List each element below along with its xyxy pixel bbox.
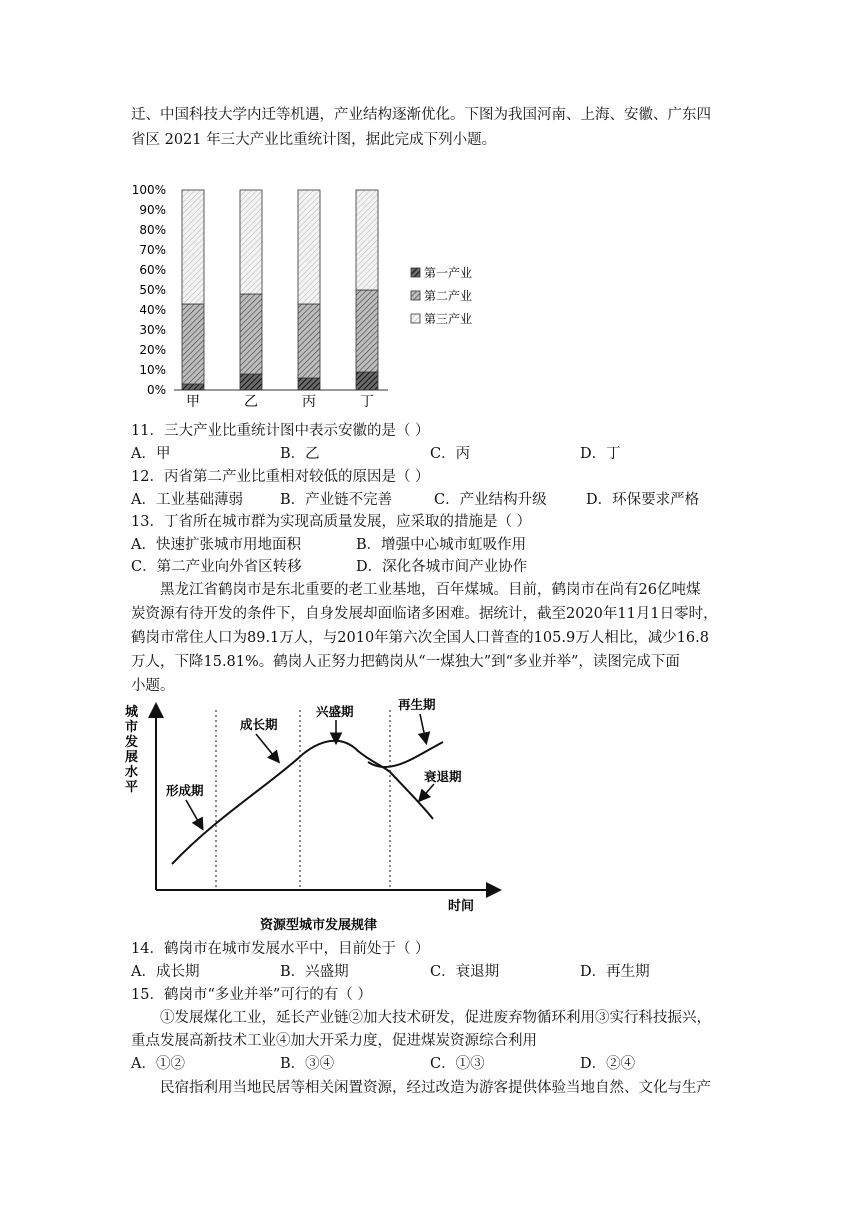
passage2-line-5: 小题。 xyxy=(131,678,175,694)
diagram-caption: 资源型城市发展规律 xyxy=(260,918,378,933)
q15-body-1: ①发展煤化工业，延长产业链②加大技术研发，促进废弃物循环利用③实行科技振兴， xyxy=(160,1010,711,1026)
q13-option-c[interactable]: C．第二产业向外省区转移 xyxy=(131,559,302,575)
q11-option-d[interactable]: D．丁 xyxy=(580,446,621,462)
legend-label: 第二产业 xyxy=(424,289,473,303)
stage-label-regeneration: 再生期 xyxy=(398,697,436,712)
bar-segment-1-1 xyxy=(240,294,262,374)
bar-segment-2-0 xyxy=(298,378,320,390)
q14-option-a[interactable]: A．成长期 xyxy=(131,964,200,980)
bar-segment-0-0 xyxy=(182,384,204,390)
y-tick-label: 10% xyxy=(139,363,166,377)
y-tick-label: 30% xyxy=(139,323,166,337)
q14-option-b[interactable]: B．兴盛期 xyxy=(280,964,349,980)
bar-segment-2-2 xyxy=(298,190,320,304)
q12-option-b[interactable]: B．产业链不完善 xyxy=(280,492,393,508)
bar-segment-3-0 xyxy=(356,372,378,390)
industry-share-chart xyxy=(130,170,490,415)
q14-option-c[interactable]: C．衰退期 xyxy=(430,964,500,980)
passage2-line-3: 鹤岗市常住人口为89.1万人，与2010年第六次全国人口普查的105.9万人相比，减少16.8 xyxy=(131,630,709,646)
svg-text:城市发展水平: 城市发展水平 xyxy=(125,705,139,795)
intro-line-2: 省区 2021 年三大产业比重统计图，据此完成下列小题。 xyxy=(131,132,497,148)
bar-segment-0-2 xyxy=(182,190,204,304)
x-category-label: 丙 xyxy=(302,394,316,410)
passage2-line-1: 黑龙江省鹤岗市是东北重要的老工业基地，百年煤城。目前，鹤岗市在尚有26亿吨煤 xyxy=(160,582,701,598)
y-tick-label: 40% xyxy=(139,303,166,317)
diagram-x-label: 时间 xyxy=(448,899,475,914)
development-curve xyxy=(172,741,390,864)
q11-stem: 11．三大产业比重统计图中表示安徽的是（ ） xyxy=(131,423,430,439)
q12-stem: 12．丙省第二产业比重相对较低的原因是（ ） xyxy=(131,469,430,485)
q11-option-c[interactable]: C．丙 xyxy=(430,446,471,462)
q15-option-b[interactable]: B．③④ xyxy=(280,1056,335,1072)
y-tick-label: 20% xyxy=(139,343,166,357)
passage2-line-2: 炭资源有待开发的条件下，自身发展却面临诸多困难。据统计，截至2020年11月1日零时， xyxy=(131,606,718,622)
q15-option-c[interactable]: C．①③ xyxy=(430,1056,485,1072)
y-tick-label: 90% xyxy=(139,203,166,217)
bar-segment-0-1 xyxy=(182,304,204,384)
legend-label: 第一产业 xyxy=(424,266,473,280)
x-category-label: 甲 xyxy=(186,394,200,410)
q15-body-2: 重点发展高新技术工业④加大开采力度，促进煤炭资源综合利用 xyxy=(131,1033,537,1049)
legend-swatch xyxy=(411,314,420,323)
legend-swatch xyxy=(411,291,420,300)
stage-label-growth: 成长期 xyxy=(240,717,278,732)
x-category-label: 乙 xyxy=(244,394,258,410)
resource-city-diagram xyxy=(125,696,508,936)
q15-option-a[interactable]: A．①② xyxy=(131,1056,185,1072)
q13-option-a[interactable]: A．快速扩张城市用地面积 xyxy=(131,537,301,553)
q12-option-d[interactable]: D．环保要求严格 xyxy=(586,492,700,508)
q14-option-d[interactable]: D．再生期 xyxy=(580,964,650,980)
y-tick-label: 80% xyxy=(139,223,166,237)
y-tick-label: 60% xyxy=(139,263,166,277)
bar-segment-1-0 xyxy=(240,374,262,390)
intro-line-1: 迁、中国科技大学内迁等机遇，产业结构逐渐优化。下图为我国河南、上海、安徽、广东四 xyxy=(131,107,711,123)
y-tick-label: 70% xyxy=(139,243,166,257)
y-tick-label: 50% xyxy=(139,283,166,297)
q11-option-b[interactable]: B．乙 xyxy=(280,446,320,462)
bar-segment-3-2 xyxy=(356,190,378,290)
stage-label-decline: 衰退期 xyxy=(424,769,462,784)
q15-option-d[interactable]: D．②④ xyxy=(580,1056,636,1072)
y-tick-label: 100% xyxy=(131,183,166,197)
q13-option-d[interactable]: D．深化各城市间产业协作 xyxy=(356,559,528,575)
q11-option-a[interactable]: A．甲 xyxy=(131,446,171,462)
legend-swatch xyxy=(411,268,420,277)
bar-segment-3-1 xyxy=(356,290,378,372)
bar-segment-2-1 xyxy=(298,304,320,378)
stage-label-formation: 形成期 xyxy=(166,783,204,798)
diagram-y-label xyxy=(124,705,139,795)
q14-stem: 14．鹤岗市在城市发展水平中，目前处于（ ） xyxy=(131,941,430,957)
q12-option-c[interactable]: C．产业结构升级 xyxy=(434,492,547,508)
passage3-line-1: 民宿指利用当地民居等相关闲置资源，经过改造为游客提供体验当地自然、文化与生产 xyxy=(160,1080,711,1096)
stage-label-prosperity: 兴盛期 xyxy=(316,704,354,719)
bar-segment-1-2 xyxy=(240,190,262,294)
regeneration-curve xyxy=(368,742,443,767)
y-tick-label: 0% xyxy=(146,383,166,397)
x-category-label: 丁 xyxy=(360,394,374,410)
q13-stem: 13．丁省所在城市群为实现高质量发展，应采取的措施是（ ） xyxy=(131,514,532,530)
q15-stem: 15．鹤岗市“多业并举”可行的有（ ） xyxy=(131,987,372,1003)
q12-option-a[interactable]: A．工业基础薄弱 xyxy=(131,492,243,508)
legend-label: 第三产业 xyxy=(424,312,473,326)
q13-option-b[interactable]: B．增强中心城市虹吸作用 xyxy=(356,537,527,553)
passage2-line-4: 万人，下降15.81%。鹤岗人正努力把鹤岗从“一煤独大”到“多业并举”，读图完成下面 xyxy=(131,654,680,670)
